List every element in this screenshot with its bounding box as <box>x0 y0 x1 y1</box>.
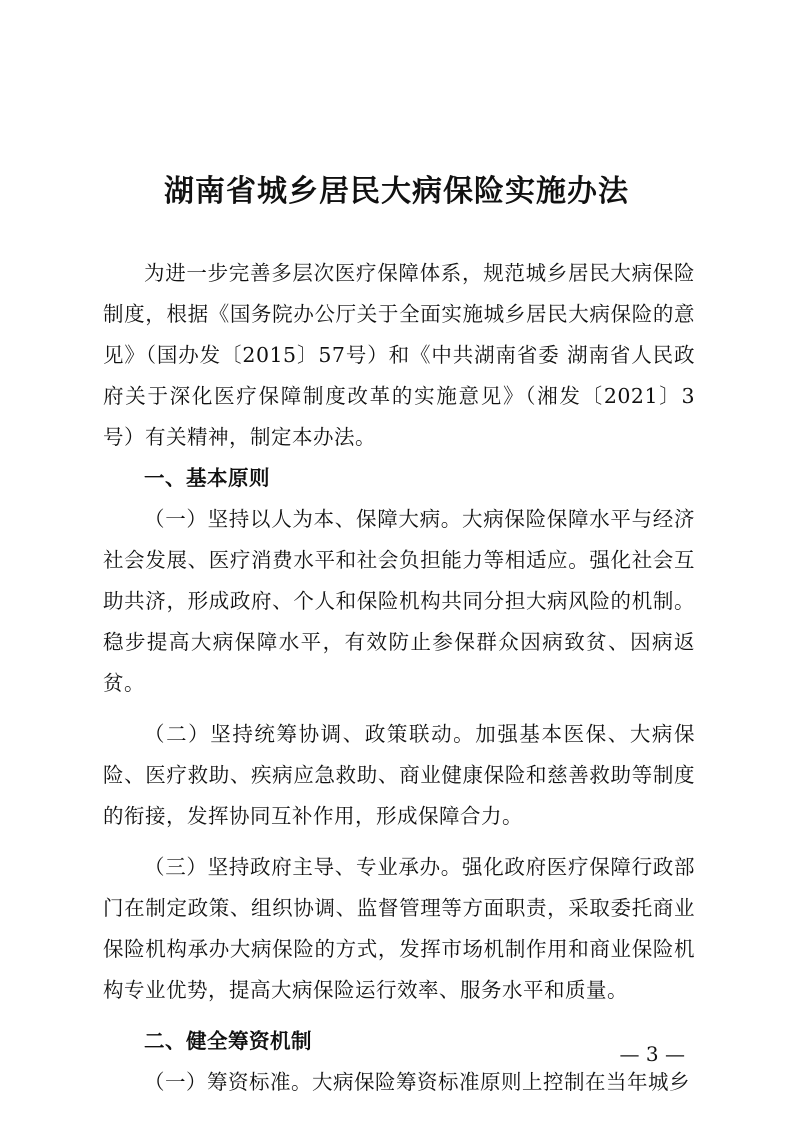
document-title: 湖南省城乡居民大病保险实施办法 <box>164 174 629 209</box>
section-heading-basic-principles: 一、基本原则 <box>144 466 270 490</box>
paragraph-gap <box>103 837 695 847</box>
page-number: — 3 — <box>619 1042 685 1066</box>
funding-paragraph-1: （一）筹资标准。大病保险筹资标准原则上控制在当年城乡 <box>144 1070 690 1094</box>
principle-paragraph-3: （三）坚持政府主导、专业承办。强化政府医疗保障行政部门在制定政策、组织协调、监督管理等方面职责，采取委托商业保险机构承办大病保险的方式，发挥市场机制作用和商业保险机构专业优势，提高大病保险运行效率、服务水平和质量。 <box>103 855 695 1002</box>
principle-paragraph-1: （一）坚持以人为本、保障大病。大病保险保障水平与经济社会发展、医疗消费水平和社会负担能力等相适应。强化社会互助共济，形成政府、个人和保险机构共同分担大病风险的机制。稳步提高大病保障水平，有效防止参保群众因病致贫、因病返贫。 <box>103 507 695 695</box>
principle-paragraph-2: （二）坚持统筹协调、政策联动。加强基本医保、大病保险、医疗救助、疾病应急救助、商业健康保险和慈善救助等制度的衔接，发挥协同互补作用，形成保障合力。 <box>103 722 695 828</box>
paragraph-gap <box>103 1011 695 1021</box>
document-body <box>103 253 695 1103</box>
paragraph-gap <box>103 704 695 714</box>
intro-paragraph: 为进一步完善多层次医疗保障体系，规范城乡居民大病保险制度，根据《国务院办公厅关于全面实施城乡居民大病保险的意见》（国办发〔2015〕57号）和《中共湖南省委 湖南省人民政府关于深化医疗保障制度改革的实施意见》（湘发〔2021〕3号）有关精神，制定本办法。 <box>103 261 695 449</box>
section-heading-funding: 二、健全筹资机制 <box>144 1029 312 1053</box>
